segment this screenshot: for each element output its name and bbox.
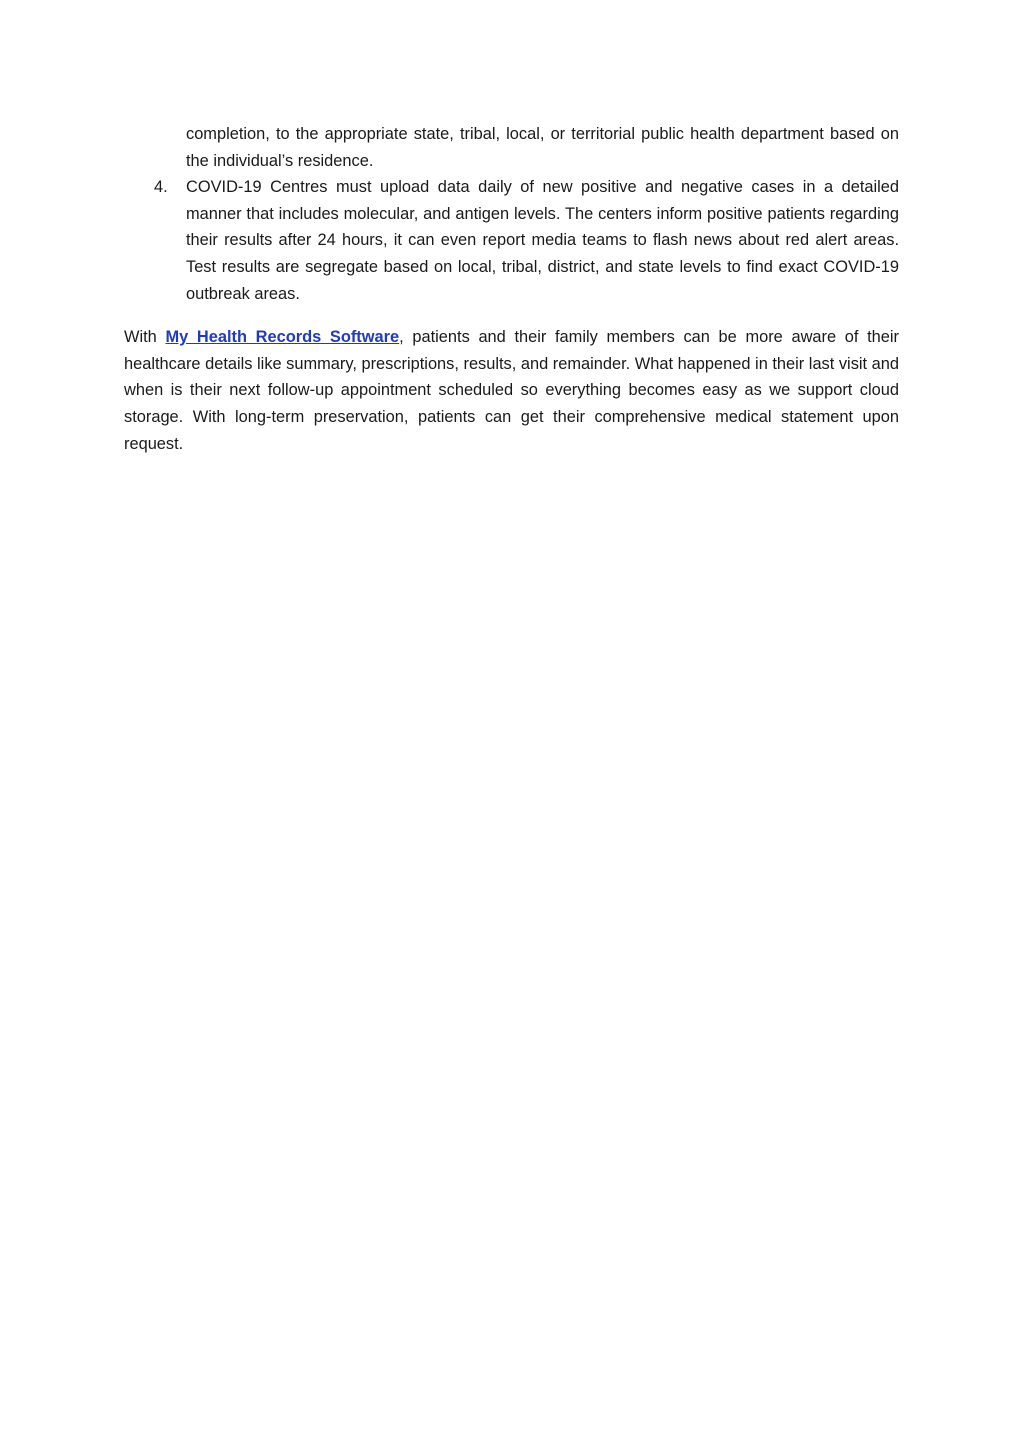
document-body	[124, 121, 899, 457]
list-item-continuation-text: completion, to the appropriate state, tribal, local, or territorial public health department based on the individual’s residence.	[186, 125, 899, 170]
list-item-4	[124, 174, 899, 307]
body-paragraph	[124, 324, 899, 457]
my-health-records-software-link[interactable]: My Health Records Software	[165, 328, 400, 347]
list-item-4-text: COVID-19 Centres must upload data daily of new positive and negative cases in a detailed manner that includes molecular, and antigen levels. The centers inform positive patients regarding their results after 24 hours, it can even report media teams to flash news about red alert areas. Test results are segregate based on local, tribal, district, and state levels to find exact COVID-19 outbreak areas.	[186, 178, 899, 303]
paragraph-body-text: , patients and their family members can be more aware of their healthcare details like summary, prescriptions, results, and remainder. What happened in their last visit and when is their next follow-up appointment scheduled so everything becomes easy as we support cloud storage. With long-term preservation, patients can get their comprehensive medical statement upon request.	[124, 328, 899, 453]
list-item-number: 4.	[154, 178, 168, 197]
list-item-continuation	[124, 121, 899, 174]
paragraph-lead-text: With	[124, 328, 166, 347]
